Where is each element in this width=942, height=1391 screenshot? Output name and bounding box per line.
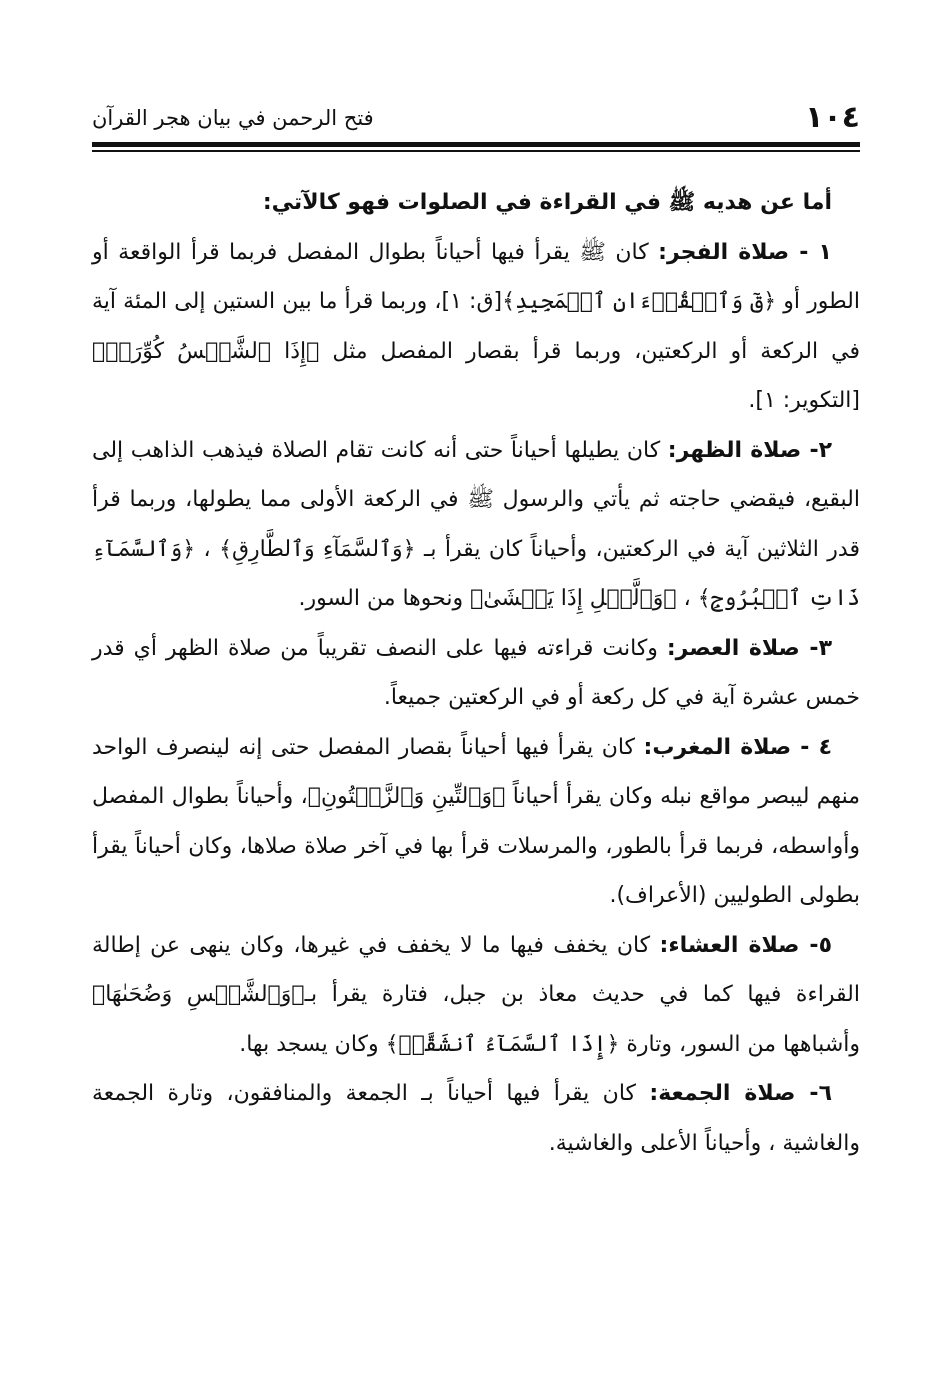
quran-verse-shams: ﴿وَٱلشَّمۡسِ وَضُحَىٰهَا﴾ (92, 982, 305, 1007)
paragraph-fajr (92, 228, 860, 426)
text-maghrib-1: كان يقرأ فيها أحياناً بقصار المفصل حتى إنه لينصرف الواحد منهم ليبصر مواقع نبله وكان يقرأ أحياناً (92, 734, 860, 809)
paragraph-maghrib (92, 723, 860, 921)
paragraph-jumuah (92, 1069, 860, 1168)
text-isha-3: وكان يسجد بها. (239, 1031, 379, 1057)
quran-verse-qaf: ﴿قٓ وَٱلۡقُرۡءَانِ ٱلۡمَجِيدِ﴾ (502, 289, 777, 314)
text-fajr-1: كان ﷺ يقرأ فيها أحياناً بطوال المفصل فربما قرأ الواقعة أو الطور أو (92, 239, 860, 314)
header-rule-thick (92, 142, 860, 147)
page-number: ١٠٤ (805, 100, 860, 135)
text-isha-1: كان يخفف فيها ما لا يخفف في غيرها، وكان ينهى عن إطالة القراءة فيها كما في حديث معاذ بن جبل، فتارة يقرأ بـ (92, 932, 860, 1007)
page-body (92, 178, 860, 1168)
paragraph-dhuhr (92, 426, 860, 624)
heading-jumuah: ٦- صلاة الجمعة: (649, 1081, 832, 1106)
heading-maghrib: ٤ - صلاة المغرب: (643, 734, 832, 760)
text-fajr-3: [التكوير: ١]. (748, 388, 860, 413)
paragraph-asr (92, 624, 860, 723)
text-jumuah-1: كان يقرأ فيها أحياناً بـ الجمعة والمنافقون، وتارة الجمعة والغاشية ، وأحياناً الأعلى والغاشية. (92, 1081, 860, 1156)
page-header (92, 98, 860, 138)
quran-verse-tariq: ﴿وَٱلسَّمَآءِ وَٱلطَّارِقِ﴾ (219, 536, 416, 562)
quran-verse-takwir: ﴿إِذَا ٱلشَّمۡسُ كُوِّرَتۡ﴾ (92, 338, 320, 364)
text-maghrib-2: ، وأحياناً بطوال المفصل وأواسطه، فربما قرأ بالطور، والمرسلات قرأ بها في آخر صلاة صلاها، وكان أحياناً يقرأ بطولى الطوليين (الأعراف). (92, 784, 860, 908)
quran-verse-tin: ﴿وَٱلتِّينِ وَٱلزَّيۡتُونِ﴾ (307, 784, 506, 809)
text-isha-2: وأشباهها من السور، وتارة (626, 1031, 860, 1057)
text-asr-1: وكانت قراءته فيها على النصف تقريباً من صلاة الظهر أي قدر خمس عشرة آية في كل ركعة أو في الركعتين جميعاً. (92, 635, 860, 710)
heading-dhuhr: ٢- صلاة الظهر: (667, 437, 833, 463)
header-rule-thin (92, 150, 860, 152)
running-title: فتح الرحمن في بيان هجر القرآن (92, 106, 374, 130)
quran-verse-buruj: ﴿وَٱلسَّمَآءِ ذَاتِ ٱلۡبُرُوجِ﴾ (92, 536, 860, 611)
text-dhuhr-1: كان يطيلها أحياناً حتى أنه كانت تقام الصلاة فيذهب الذاهب إلى البقيع، فيقضي حاجته ثم يأتي والرسول ﷺ في الركعة الأولى مما يطولها، وربما قرأ قدر الثلاثين آية في الركعتين، وأحياناً كان يقرأ بـ (92, 437, 860, 562)
paragraph-isha (92, 921, 860, 1070)
intro-paragraph: أما عن هديه ﷺ في القراءة في الصلوات فهو كالآتي: (262, 190, 832, 215)
quran-verse-inshiqaq: ﴿إِذَا ٱلسَّمَآءُ ٱنشَقَّتۡ﴾ (385, 1031, 620, 1057)
text-fajr-2: [ق: ١]، وربما قرأ ما بين الستين إلى المئة آية في الركعة أو الركعتين، وربما قرأ بقصار المفصل مثل (92, 289, 860, 364)
heading-fajr: ١ - صلاة الفجر: (658, 239, 832, 265)
separator-2: ، (676, 586, 698, 611)
separator-1: ، (195, 536, 220, 562)
heading-isha: ٥- صلاة العشاء: (659, 932, 833, 958)
text-dhuhr-2: ونحوها من السور. (298, 586, 464, 611)
quran-verse-layl: ﴿وَٱلَّيۡلِ إِذَا يَغۡشَىٰ﴾ (470, 586, 677, 611)
heading-asr: ٣- صلاة العصر: (666, 635, 832, 661)
